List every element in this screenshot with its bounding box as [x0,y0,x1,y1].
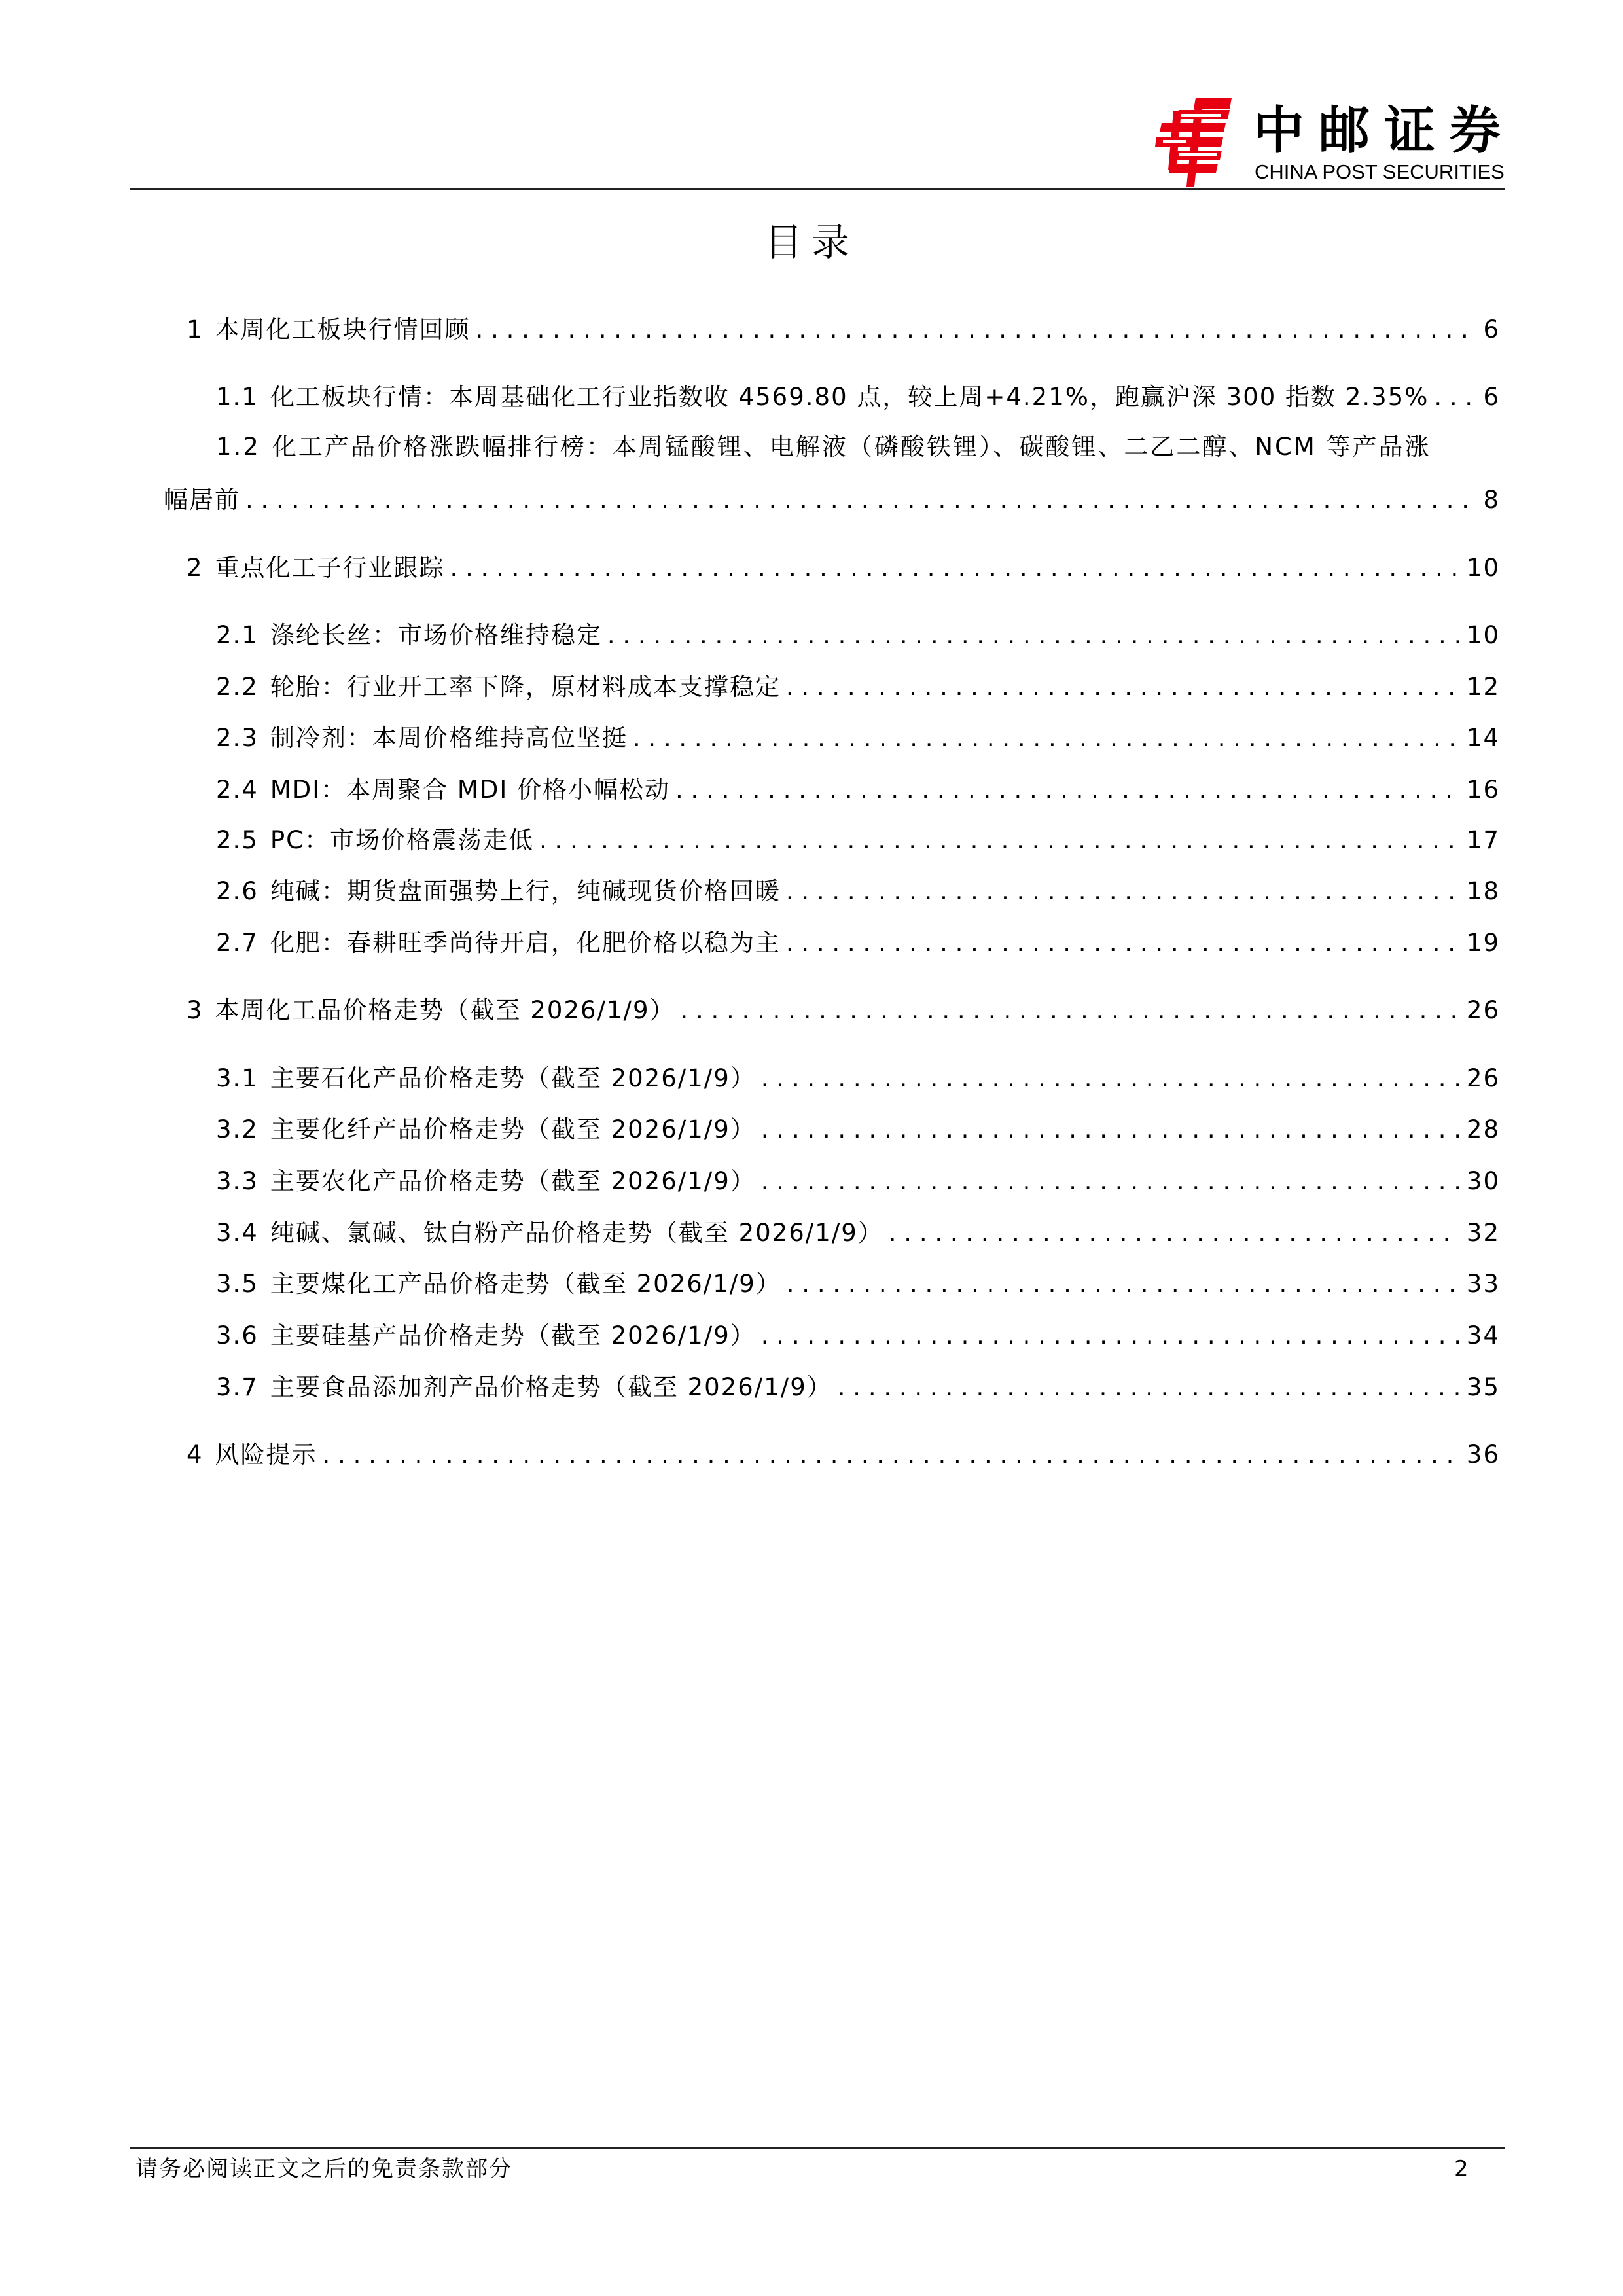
dot-leader [761,1319,1461,1352]
toc-entry[interactable] [187,314,1500,346]
toc-page: 35 [1466,1373,1500,1401]
toc-page: 33 [1466,1270,1500,1298]
toc-entry[interactable] [187,552,1500,584]
dot-leader [838,1371,1461,1404]
toc-page: 16 [1466,776,1500,804]
toc-entry[interactable] [216,431,1500,463]
toc-entry[interactable] [216,1165,1500,1198]
toc-page: 36 [1466,1441,1500,1469]
toc-entry[interactable] [216,381,1500,414]
toc-title: 化工板块行情：本周基础化工行业指数收 4569.80 点，较上周+4.21%，跑赢沪深 300 指数 2.35% [270,383,1429,411]
toc-title: MDI：本周聚合 MDI 价格小幅松动 [270,776,671,804]
toc-entry[interactable] [216,1217,1500,1249]
toc-entry[interactable] [216,1113,1500,1146]
footer-disclaimer: 请务必阅读正文之后的免责条款部分 [135,2156,512,2182]
toc-number: 2.4 [216,776,259,804]
toc-title: 风险提示 [215,1441,317,1469]
toc-number: 3.5 [216,1270,259,1298]
dot-leader [323,1439,1461,1471]
footer-divider [130,2147,1505,2149]
toc-number: 3.1 [216,1064,259,1092]
header-divider [130,188,1505,190]
toc-title: 幅居前 [164,486,240,514]
dot-leader [476,314,1478,346]
toc-page: 19 [1466,929,1500,957]
toc-number: 1 [187,315,204,344]
toc-page: 30 [1466,1167,1500,1195]
toc-title: PC：市场价格震荡走低 [270,826,534,854]
toc-number: 1.1 [216,383,259,411]
logo-chinese-name: 中邮证券 [1253,101,1516,160]
toc-title: 主要石化产品价格走势（截至 2026/1/9） [270,1064,756,1092]
toc-title: 本周化工板块行情回顾 [215,315,471,344]
toc-page: 8 [1483,486,1500,514]
toc-title: 主要化纤产品价格走势（截至 2026/1/9） [270,1115,756,1143]
toc-number: 2.1 [216,621,259,649]
toc-entry[interactable] [216,1062,1500,1095]
dot-leader [450,552,1461,584]
toc-entry[interactable] [216,722,1500,755]
toc-entry[interactable] [216,875,1500,908]
dot-leader [539,824,1461,857]
toc-title: 纯碱：期货盘面强势上行，纯碱现货价格回暖 [270,877,781,905]
dot-leader [889,1217,1461,1249]
dot-leader [680,994,1461,1027]
toc-title: 纯碱、氯碱、钛白粉产品价格走势（截至 2026/1/9） [270,1219,883,1247]
toc-page: 26 [1466,996,1500,1024]
toc-number: 1.2 [216,433,260,461]
dot-leader [761,1113,1461,1146]
dot-leader [633,722,1461,755]
toc-title: 本周化工品价格走势（截至 2026/1/9） [215,996,675,1024]
toc-number: 3.3 [216,1167,259,1195]
toc-entry[interactable] [216,824,1500,857]
logo-english-name: CHINA POST SECURITIES [1255,160,1505,183]
page-title: 目录 [764,220,859,264]
dot-leader [761,1062,1461,1095]
toc-number: 2.7 [216,929,259,957]
toc-title: 制冷剂：本周价格维持高位坚挺 [270,724,628,752]
toc-entry[interactable] [216,1319,1500,1352]
dot-leader [761,1165,1461,1198]
toc-number: 3.4 [216,1219,259,1247]
toc-page: 28 [1466,1115,1500,1143]
toc-title: 轮胎：行业开工率下降，原材料成本支撑稳定 [270,673,781,701]
toc-number: 3 [187,996,204,1024]
toc-page: 26 [1466,1064,1500,1092]
toc-entry[interactable] [187,1439,1500,1471]
toc-entry[interactable] [216,1268,1500,1300]
dot-leader [245,484,1478,516]
toc-entry[interactable] [216,671,1500,704]
toc-title: 重点化工子行业跟踪 [215,554,445,582]
toc-number: 3.2 [216,1115,259,1143]
toc-number: 2.2 [216,673,259,701]
dot-leader [675,774,1461,806]
toc-entry[interactable] [187,994,1500,1027]
dot-leader [787,1268,1461,1300]
toc-entry[interactable] [216,1371,1500,1404]
toc-page: 34 [1466,1321,1500,1350]
dot-leader [1434,381,1478,414]
toc-page: 18 [1466,877,1500,905]
toc-number: 3.7 [216,1373,259,1401]
toc-title: 主要硅基产品价格走势（截至 2026/1/9） [270,1321,756,1350]
toc-title: 主要农化产品价格走势（截至 2026/1/9） [270,1167,756,1195]
toc-page: 6 [1483,315,1500,344]
toc-number: 2 [187,554,204,582]
toc-page: 17 [1466,826,1500,854]
toc-page: 10 [1466,554,1500,582]
toc-entry-continued[interactable] [164,484,1500,516]
toc-page: 32 [1466,1219,1500,1247]
toc-title: 涤纶长丝：市场价格维持稳定 [270,621,602,649]
dot-leader [607,619,1461,652]
toc-entry[interactable] [216,619,1500,652]
toc-number: 2.6 [216,877,259,905]
toc-entry[interactable] [216,774,1500,806]
toc-entry[interactable] [216,927,1500,960]
dot-leader [786,875,1461,908]
dot-leader [786,671,1461,704]
toc-title: 主要食品添加剂产品价格走势（截至 2026/1/9） [270,1373,832,1401]
toc-title: 主要煤化工产品价格走势（截至 2026/1/9） [270,1270,781,1298]
dot-leader [786,927,1461,960]
toc-page: 10 [1466,621,1500,649]
page-number: 2 [1454,2156,1469,2182]
toc-page: 6 [1483,383,1500,411]
toc-title: 化工产品价格涨跌幅排行榜：本周锰酸锂、电解液（磷酸铁锂）、碳酸锂、二乙二醇、NCM 等产品涨 [272,433,1431,461]
china-post-logo-icon [1155,98,1240,187]
toc-page: 14 [1466,724,1500,752]
toc-page: 12 [1466,673,1500,701]
toc-number: 4 [187,1441,204,1469]
toc-title: 化肥：春耕旺季尚待开启，化肥价格以稳为主 [270,929,781,957]
toc-number: 3.6 [216,1321,259,1350]
toc-number: 2.5 [216,826,259,854]
toc-number: 2.3 [216,724,259,752]
company-logo [1155,98,1516,187]
